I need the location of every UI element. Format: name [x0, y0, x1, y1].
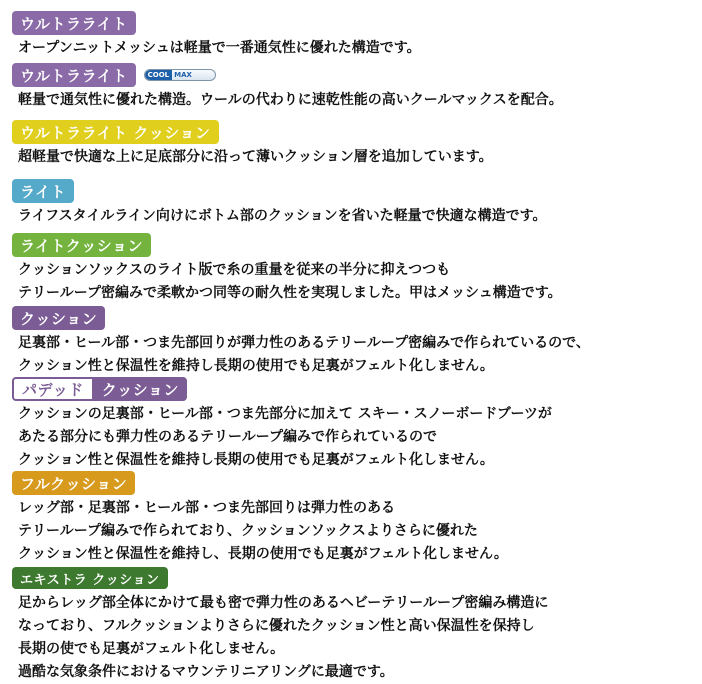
section-padded-cushion: [0, 377, 702, 472]
section-full-cushion: [0, 471, 702, 566]
description-line: クッション性と保温性を維持し長期の使用でも足裏がフェルト化しません。: [18, 452, 494, 468]
section-description: [18, 89, 702, 112]
section-description: [18, 403, 702, 472]
badge-cushion: クッション: [94, 377, 187, 401]
description-line: なっており、フルクッションよりさらに優れたクッション性と高い保温性を保持し: [18, 618, 535, 634]
description-line: テリーループ密編みで柔軟かつ同等の耐久性を実現しました。甲はメッシュ構造です。: [18, 285, 562, 301]
description-line: クッション性と保温性を維持し長期の使用でも足裏がフェルト化しません。: [18, 358, 494, 374]
section-light-cushion: [0, 233, 702, 305]
description-line: テリーループ編みで作られており、クッションソックスよりさらに優れた: [18, 523, 478, 539]
badge-light-cushion: ライトクッション: [12, 233, 151, 257]
section-description: [18, 205, 702, 228]
description-line: オープンニットメッシュは軽量で一番通気性に優れた構造です。: [18, 40, 421, 56]
description-line: あたる部分にも弾力性のあるテリーループ編みで作られているので: [18, 429, 438, 445]
description-line: クッションソックスのライト版で糸の重量を従来の半分に抑えつつも: [18, 262, 451, 278]
badge-cushion: クッション: [12, 306, 105, 330]
description-line: 超軽量で快適な上に足底部分に沿って薄いクッション層を追加しています。: [18, 149, 493, 165]
section-description: [18, 37, 702, 60]
description-line: 足裏部・ヒール部・つま先部回りが弾力性のあるテリーループ密編みで作られているので、: [18, 335, 590, 351]
description-line: 足からレッグ部全体にかけて最も密で弾力性のあるヘビーテリーループ密編み構造に: [18, 595, 549, 611]
badge-padded: パデッド: [12, 377, 94, 401]
section-light: [0, 179, 702, 228]
description-line: クッション性と保温性を維持し、長期の使用でも足裏がフェルト化しません。: [18, 546, 508, 562]
coolmax-logo-right: MAX: [174, 71, 192, 79]
section-description: [18, 592, 702, 684]
section-extra-cushion: [0, 566, 702, 684]
badge-ultralight-cushion: ウルトラライト クッション: [12, 120, 219, 144]
badge-full-cushion: フルクッション: [12, 471, 135, 495]
coolmax-logo-left: COOL: [145, 70, 173, 80]
section-description: [18, 146, 702, 169]
section-ultralight: [0, 11, 702, 60]
badge-ultralight: ウルトラライト: [12, 63, 136, 87]
section-description: [18, 332, 702, 378]
coolmax-logo-icon: [144, 69, 216, 81]
badge-ultralight: ウルトラライト: [12, 11, 136, 35]
section-description: [18, 497, 702, 566]
description-line: 過酷な気象条件におけるマウンテリニアリングに最適です。: [18, 664, 394, 680]
description-line: 長期の使でも足裏がフェルト化しません。: [18, 641, 285, 657]
description-line: レッグ部・足裏部・ヒール部・つま先部回りは弾力性のある: [18, 500, 396, 516]
badge-light: ライト: [12, 179, 74, 203]
section-ultralight-coolmax: [0, 63, 702, 112]
section-cushion: [0, 306, 702, 378]
description-line: クッションの足裏部・ヒール部・つま先部分に加えて スキー・スノーボードブーツが: [18, 406, 552, 422]
badge-extra-cushion: エキストラ クッション: [12, 567, 168, 589]
section-ultralight-cushion: [0, 120, 702, 169]
description-line: 軽量で通気性に優れた構造。ウールの代わりに速乾性能の高いクールマックスを配合。: [18, 92, 563, 108]
section-description: [18, 259, 702, 305]
description-line: ライフスタイルライン向けにボトム部のクッションを省いた軽量で快適な構造です。: [18, 208, 547, 224]
